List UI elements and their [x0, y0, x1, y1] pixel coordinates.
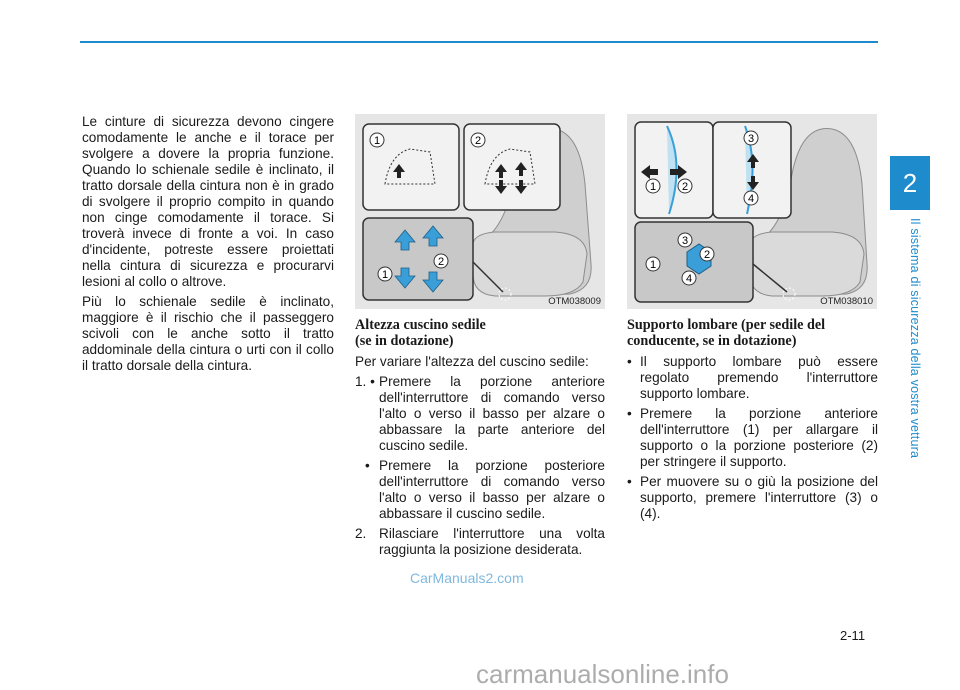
heading-line: Altezza cuscino sedile [355, 317, 486, 333]
list-item [627, 406, 878, 470]
callout-1: 1 [373, 135, 381, 147]
figure-code: OTM038009 [548, 296, 601, 307]
page-number: 2-11 [840, 628, 866, 643]
list-marker: 2. [355, 526, 367, 541]
section-heading [355, 317, 605, 349]
lumbar-support-illustration [627, 114, 877, 309]
callout-4: 4 [747, 193, 755, 205]
list-item [627, 354, 878, 402]
bullet-marker: • [627, 474, 632, 489]
steps-list [355, 374, 605, 558]
watermark-link[interactable]: CarManuals2.com [410, 570, 524, 586]
list-item-text: Per muovere su o giù la posizione del supporto, premere l'interruttore (3) o (4). [640, 474, 878, 521]
body-column-2 [355, 317, 605, 562]
list-item [627, 474, 878, 522]
list-item [355, 374, 605, 454]
callout-2: 2 [437, 256, 445, 268]
bullet-marker: • [627, 354, 632, 369]
callout-2: 2 [703, 249, 711, 261]
callout-1: 1 [649, 181, 657, 193]
callout-3: 3 [747, 133, 755, 145]
heading-line: Supporto lombare (per sedile del [627, 317, 826, 333]
intro-text: Per variare l'altezza del cuscino sedile: [355, 354, 589, 369]
seat-height-illustration [355, 114, 605, 309]
callout-3: 3 [681, 235, 689, 247]
callout-1: 1 [649, 259, 657, 271]
list-item-text: Rilasciare l'interruttore una volta raggiunta la posizione desiderata. [379, 526, 605, 557]
list-item-text: Premere la porzione anteriore dell'interruttore (1) per allargare il supporto o la porzione posteriore (2) per stringere il supporto. [640, 406, 878, 469]
chapter-number: 2 [902, 167, 918, 198]
lumbar-support-figure [627, 114, 877, 309]
callout-1: 1 [381, 269, 389, 281]
section-heading [627, 317, 878, 349]
inset-switch [363, 218, 473, 300]
chapter-tab [890, 156, 930, 210]
body-column-3 [627, 317, 878, 526]
list-item [355, 526, 605, 558]
list-marker: • [365, 458, 370, 473]
header-rule [80, 41, 878, 43]
list-item-text: Premere la porzione posteriore dell'interruttore di comando verso l'alto o verso il basso per alzare o abbassare il cuscino sedile. [379, 458, 605, 521]
callout-4: 4 [685, 273, 693, 285]
paragraph: Le cinture di sicurezza devono cingere comodamente le anche e il torace per svolgere a dovere la propria funzione. Quando lo schienale sedile è inclinato, il tratto dorsale della cintura non è in grado di svolgere il proprio compito in quando non cinge comodamente il torace. Si troverà invece di fronte a voi. In caso d'incidente, potreste essere proiettati nella cintura di sicurezza e procurarvi lesioni al collo o altrove. [82, 114, 334, 289]
paragraph: Più lo schienale sedile è inclinato, maggiore è il rischio che il passeggero scivoli con le anche sotto il tratto addominale della cintura o urti con il collo il tratto dorsale della cintura. [82, 294, 334, 373]
bullet-list [627, 354, 878, 522]
heading-line: conducente, se in dotazione) [627, 333, 797, 349]
figure-code: OTM038010 [820, 296, 873, 307]
list-item-text: Premere la porzione anteriore dell'interruttore di comando verso l'alto o verso il basso per alzare o abbassare la parte anteriore del cuscino sedile. [379, 374, 605, 453]
callout-2: 2 [681, 181, 689, 193]
list-item [355, 458, 605, 522]
list-item-text: Il supporto lombare può essere regolato premendo l'interruttore supporto lombare. [640, 354, 878, 401]
watermark-text: carmanualsonline.info [476, 659, 729, 689]
callout-2: 2 [474, 135, 482, 147]
heading-line: (se in dotazione) [355, 333, 454, 349]
seat-height-figure [355, 114, 605, 309]
chapter-side-title: Il sistema di sicurezza della vostra vettura [908, 218, 922, 459]
body-column-1 [82, 114, 334, 378]
list-marker: 1. • [355, 374, 375, 389]
bullet-marker: • [627, 406, 632, 421]
